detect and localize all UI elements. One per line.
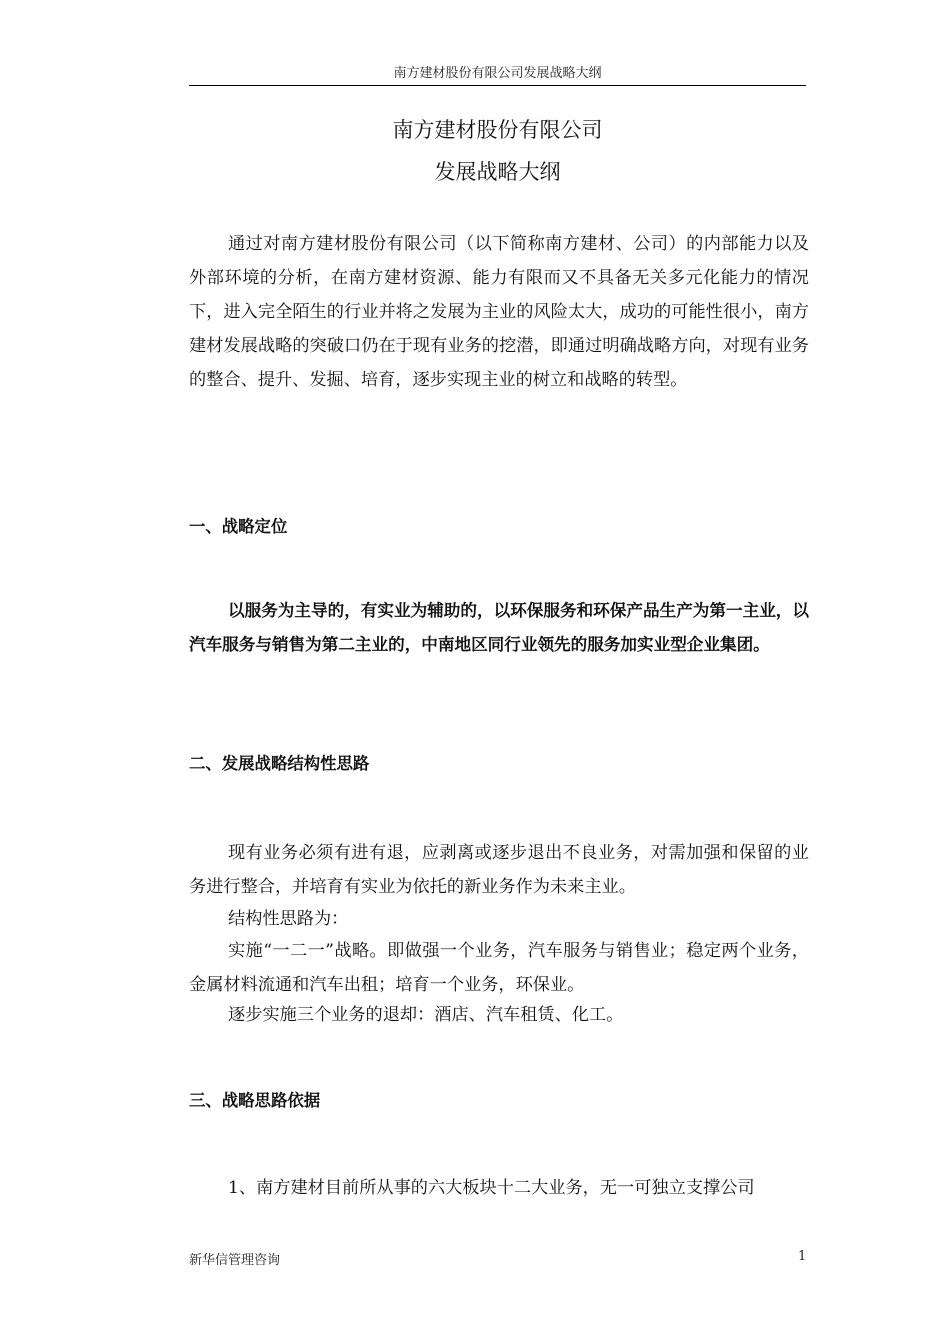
section-heading-structure: 二、发展战略结构性思路 [189,754,370,773]
document-subtitle: 发展战略大纲 [434,160,561,184]
page-number: 1 [798,1249,807,1264]
structure-paragraph-3: 实施“一二一”战略。即做强一个业务，汽车服务与销售业；稳定两个业务，金属材料流通和汽车出租；培育一个业务，环保业。 [189,941,809,995]
section-heading-basis: 三、战略思路依据 [189,1091,321,1110]
structure-paragraph-1: 现有业务必须有进有退，应剥离或逐步退出不良业务，对需加强和保留的业务进行整合，并培育有实业为依托的新业务作为未来主业。 [189,843,809,897]
running-header: 南方建材股份有限公司发展战略大纲 [393,66,602,81]
basis-paragraph-1: 1、南方建材目前所从事的六大板块十二大业务，无一可独立支撑公司 [228,1178,755,1198]
header-rule [189,85,806,86]
positioning-statement: 以服务为主导的，有实业为辅助的，以环保服务和环保产品生产为第一主业，以汽车服务与销售为第二主业的，中南地区同行业领先的服务加实业型企业集团。 [189,601,809,654]
footer-company: 新华信管理咨询 [189,1253,281,1268]
section-heading-positioning: 一、战略定位 [189,517,288,536]
structure-paragraph-4: 逐步实施三个业务的退却：酒店、汽车租赁、化工。 [228,1005,624,1025]
document-title: 南方建材股份有限公司 [392,118,603,142]
structure-paragraph-2: 结构性思路为： [228,909,349,929]
intro-paragraph: 通过对南方建材股份有限公司（以下简称南方建材、公司）的内部能力以及外部环境的分析，在南方建材资源、能力有限而又不具备无关多元化能力的情况下，进入完全陌生的行业并将之发展为主业的风险太大，成功的可能性很小，南方建材发展战略的突破口仍在于现有业务的挖潜，即通过明确战略方向，对现有业务的整合、提升、发掘、培育，逐步实现主业的树立和战略的转型。 [189,234,809,390]
